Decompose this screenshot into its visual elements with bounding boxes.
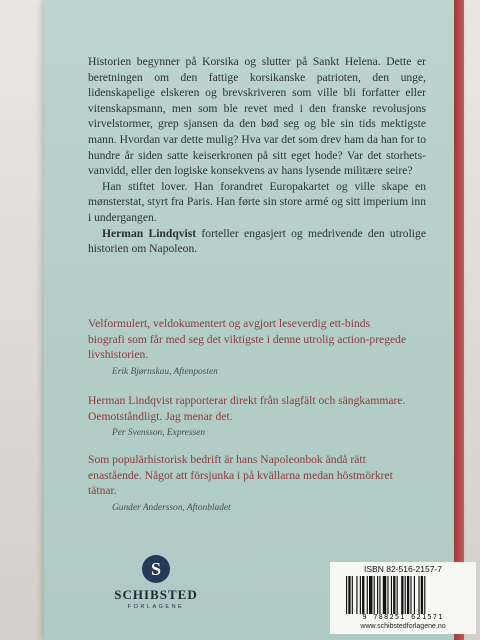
- barcode-label: [330, 562, 476, 634]
- blurb-text: [88, 54, 426, 257]
- barcode-digits: 9 788251 621571: [362, 613, 444, 621]
- schibsted-s-logo-icon: [141, 554, 171, 584]
- review-quote: [88, 393, 408, 442]
- review-text: Som populärhistorisk bedrift är hans Napoleonbok ändå rätt enastående. Något att försjunka i på kvällarna medan höstmörkret tätnar.: [88, 453, 393, 497]
- publisher-url: www.schibstedforlagene.no: [360, 623, 446, 630]
- blurb-paragraph-3-rest: forteller engasjert og medrivende den utrolige historien om Napoleon.: [88, 226, 426, 256]
- publisher-name: SCHIBSTED: [114, 587, 198, 602]
- review-text: Herman Lindqvist rapporterar direkt från slagfält och sängkammare. Oemotståndligt. Jag menar det.: [88, 394, 406, 423]
- review-text: Velformulert, veldokumentert og avgjort leseverdig ett-binds biografi som får med seg det viktigste i denne utrolig action-pregede livshistorien.: [88, 317, 407, 361]
- review-quote: [88, 316, 408, 380]
- review-source: Gunder Andersson, Aftonbladet: [112, 502, 231, 513]
- review-source: Erik Bjørnskau, Aftenposten: [112, 366, 218, 377]
- svg-text:S: S: [150, 559, 162, 579]
- book-back-cover: [44, 0, 464, 640]
- publisher-subtitle: FORLAGENE: [127, 604, 185, 610]
- book-spine-edge: [454, 0, 464, 640]
- blurb-paragraph-2: Han stiftet lover. Han forandret Europakartet og ville skape en mønsterstat, styrt fra Paris. Han førte sin store armé og sitt imperium inn i undergangen.: [88, 179, 426, 224]
- barcode-icon: [344, 576, 464, 614]
- author-name: Herman Lindqvist: [102, 226, 197, 240]
- isbn-number: ISBN 82-516-2157-7: [364, 564, 442, 574]
- blurb-paragraph-3: [88, 226, 426, 257]
- blurb-paragraph-1: Historien begynner på Korsika og slutter på Sankt Helena. Dette er beretningen om den fattige korsikanske patrioten, den unge, lidenskapelige elskeren og brevskriveren som ville bli forfatter eller vitenskapsmann, men som ble revet med i den franske revolusjons virvelstormer, grep sjansen da den bød seg og ble sin tids mektigste mann. Hvordan var dette mulig? Hva var det som drev ham da han for to hundre år siden satte keiserkronen på sitt eget hode? Var det storhets-vanvidd, eller den logiske konsekvens av hans lysende militære seire?: [88, 55, 426, 178]
- review-quote: [88, 452, 408, 516]
- publisher-logo: [96, 554, 216, 610]
- review-source: Per Svensson, Expressen: [112, 428, 206, 438]
